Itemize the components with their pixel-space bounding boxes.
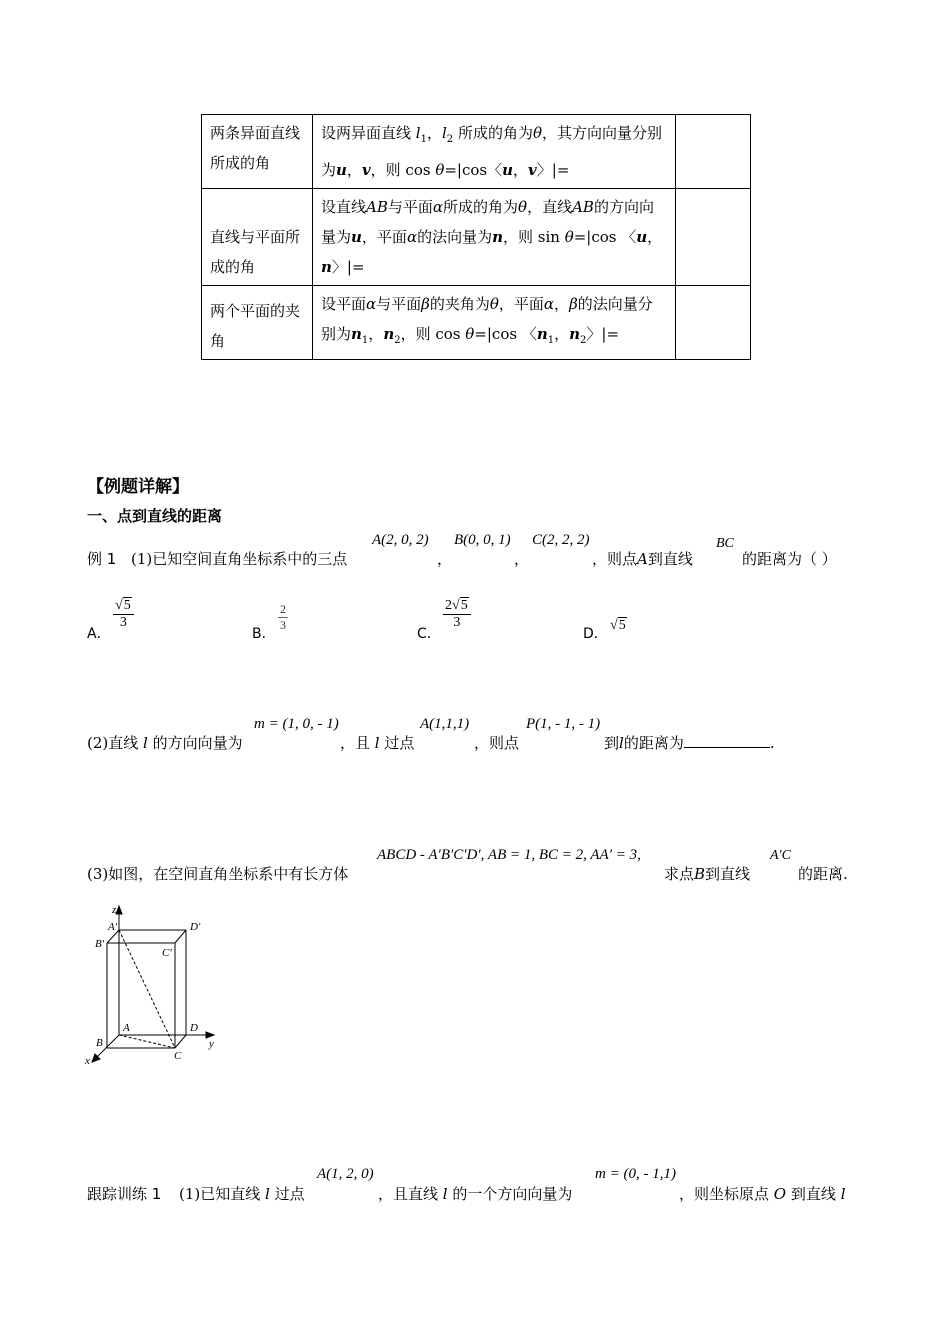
option-d-value: √5 [610, 618, 626, 633]
math-symbol: θ [489, 295, 499, 313]
example-label: 例 1 [87, 550, 117, 568]
comma: ， [514, 550, 530, 568]
label-d: D [190, 1022, 198, 1034]
answer-blank [684, 733, 770, 748]
point-p: P(1, - 1, - 1) [526, 716, 601, 732]
cuboid-figure [82, 900, 222, 1068]
row-name-cell [202, 115, 313, 189]
text-run: 设平面 [321, 295, 367, 313]
text-run: 与平面 [376, 295, 422, 313]
ex1-tail: ，则点A到直线 [592, 550, 693, 568]
row-desc [321, 295, 653, 346]
row-desc-cell [313, 189, 676, 286]
point-b: B(0, 0, 1) [454, 532, 511, 548]
vector-symbol: n [536, 325, 548, 343]
ex1-question: 的距离为（ ） [742, 550, 837, 568]
direction-vector-m: m = (1, 0, - 1) [254, 716, 339, 732]
angle-formula-table [201, 114, 751, 360]
math-symbol: θ [564, 228, 574, 246]
row-name-cell [202, 189, 313, 286]
label-d-prime: D′ [190, 921, 201, 933]
text-run: =|cos 〈 [573, 228, 637, 246]
math-symbol: l [441, 124, 447, 142]
row-desc-cell [313, 115, 676, 189]
subscript: 2 [394, 335, 401, 346]
vector-symbol: u [336, 161, 347, 179]
math-symbol: AB [572, 198, 594, 216]
text-run: 〉|= [536, 161, 570, 179]
text-run: ，平面 [498, 295, 544, 313]
row-blank-cell [676, 286, 751, 360]
text-run: 的方向向量为 [321, 198, 654, 246]
label-x: x [85, 1055, 90, 1067]
option-a-value: $\frac{√5}{3}$ [113, 597, 134, 631]
vector-symbol: n [321, 258, 332, 276]
label-a-prime: A′ [108, 921, 118, 933]
cuboid-formula: ABCD - A′B′C′D′, AB = 1, BC = 2, AA′ = 3, [377, 847, 641, 863]
point-a: A(1,1,1) [420, 716, 470, 732]
math-symbol: θ [435, 161, 445, 179]
hidden-edge-a-c [119, 1035, 175, 1048]
label-c: C [174, 1050, 182, 1062]
vector-symbol: v [361, 161, 371, 179]
math-symbol: α [366, 295, 377, 313]
edge-d-prime-c-prime [175, 930, 186, 943]
vector-symbol: v [528, 161, 537, 179]
text-run: 的法向量分别为 [321, 295, 653, 343]
subscript: 2 [446, 134, 454, 145]
text-run: ，则 cos [400, 325, 466, 343]
row-desc-cell [313, 286, 676, 360]
line-bc: BC [716, 536, 734, 551]
subscript: 1 [547, 335, 555, 346]
point-a: A(2, 0, 2) [372, 532, 429, 548]
table-row [202, 189, 751, 286]
comma: ， [437, 550, 453, 568]
label-c-prime: C′ [162, 947, 172, 959]
row-name-cell [202, 286, 313, 360]
vector-symbol: u [502, 161, 514, 179]
label-a: A [123, 1022, 130, 1034]
edge-c-d [175, 1035, 186, 1048]
text-run: ，其方向向量分别为 [321, 124, 662, 179]
text-run: 的夹角为 [429, 295, 490, 313]
option-b-label: B． [252, 626, 276, 642]
text-run: ， [554, 325, 570, 343]
ex1-part3-end: 的距离. [798, 865, 848, 883]
subscript: 1 [420, 134, 427, 145]
row-blank-cell [676, 115, 751, 189]
text-run: 与平面 [387, 198, 433, 216]
vector-symbol: n [569, 325, 581, 343]
ex1-part2-text: (2)直线 l 的方向向量为 [87, 734, 243, 752]
row-blank-cell [676, 189, 751, 286]
math-symbol: AB [366, 198, 388, 216]
text-run: ，平面 [361, 228, 407, 246]
text-run: 的法向量为 [417, 228, 493, 246]
text-run: ， [647, 228, 663, 246]
text-run: ， [426, 124, 442, 142]
vector-symbol: u [351, 228, 362, 246]
text-run: ，则 cos [370, 161, 436, 179]
practice-text-mid: ，且直线 l 的一个方向向量为 [378, 1185, 573, 1203]
text-run: 所成的角为 [453, 124, 533, 142]
direction-vector-m: m = (0, - 1,1) [595, 1166, 676, 1182]
row-name: 两条异面直线所成的角 [210, 124, 301, 172]
text-run: ， [346, 161, 362, 179]
text-run: ，则 sin [503, 228, 565, 246]
text-run: =|cos〈 [444, 161, 503, 179]
ex1-part1-text: (1)已知空间直角坐标系中的三点 [131, 550, 348, 568]
text-run: 〉|= [586, 325, 620, 343]
row-desc [321, 198, 662, 276]
label-z: z [112, 904, 117, 916]
subscript: 2 [580, 335, 587, 346]
line-a-prime-c: A′C [770, 848, 791, 863]
vector-symbol: n [383, 325, 395, 343]
option-a-label: A． [87, 626, 111, 642]
text-run: ， [368, 325, 384, 343]
vector-symbol: n [351, 325, 362, 343]
text-run: 〉|= [331, 258, 365, 276]
point-c: C(2, 2, 2) [532, 532, 590, 548]
math-symbol: θ [465, 325, 475, 343]
math-symbol: α [432, 198, 444, 216]
text-run: 设直线 [321, 198, 367, 216]
row-name: 直线与平面所成的角 [210, 228, 301, 276]
math-symbol: β [421, 295, 430, 313]
row-name: 两个平面的夹角 [210, 302, 301, 350]
point-a: A(1, 2, 0) [317, 1166, 374, 1182]
ex1-part2-end: 到l的距离为 . [604, 734, 775, 752]
math-symbol: α [543, 295, 555, 313]
ex1-part3-text: (3)如图，在空间直角坐标系中有长方体 [87, 865, 349, 883]
vector-symbol: n [492, 228, 503, 246]
label-b: B [96, 1037, 103, 1049]
text-run: =|cos 〈 [474, 325, 537, 343]
ex1-part3-mid: 求点B到直线 [664, 865, 751, 883]
option-b-value: $\frac{2}{3}$ [280, 602, 286, 632]
label-y: y [209, 1038, 214, 1050]
table-row [202, 115, 751, 189]
subscript: 1 [361, 335, 369, 346]
math-symbol: l [415, 124, 421, 142]
ex1-part2-mid4: ，则点 [474, 734, 520, 752]
option-d-label: D． [583, 626, 608, 642]
text-run: ， [513, 161, 529, 179]
math-symbol: θ [518, 198, 528, 216]
option-c-value: $\frac{2√5}{3}$ [443, 597, 471, 631]
text-run: 设两异面直线 [321, 124, 416, 142]
section-title: 【例题详解】 [87, 477, 189, 497]
text-run: 所成的角为 [443, 198, 519, 216]
math-symbol: β [569, 295, 578, 313]
label-b-prime: B′ [95, 938, 105, 950]
table-row [202, 286, 751, 360]
text-run: ，直线 [527, 198, 573, 216]
practice-text-end: ，则坐标原点 O 到直线 l [679, 1185, 846, 1203]
z-arrow [116, 906, 122, 914]
option-c-label: C． [417, 626, 441, 642]
ex1-part2-mid: ，且 l 过点 [340, 734, 415, 752]
math-symbol: θ [532, 124, 542, 142]
subsection-title: 一、点到直线的距离 [87, 507, 223, 525]
practice-label: 跟踪训练 1 [87, 1185, 162, 1203]
practice-text: (1)已知直线 l 过点 [179, 1185, 305, 1203]
math-symbol: α [406, 228, 418, 246]
row-desc [321, 124, 662, 179]
vector-symbol: u [636, 228, 648, 246]
text-run: ， [554, 295, 570, 313]
